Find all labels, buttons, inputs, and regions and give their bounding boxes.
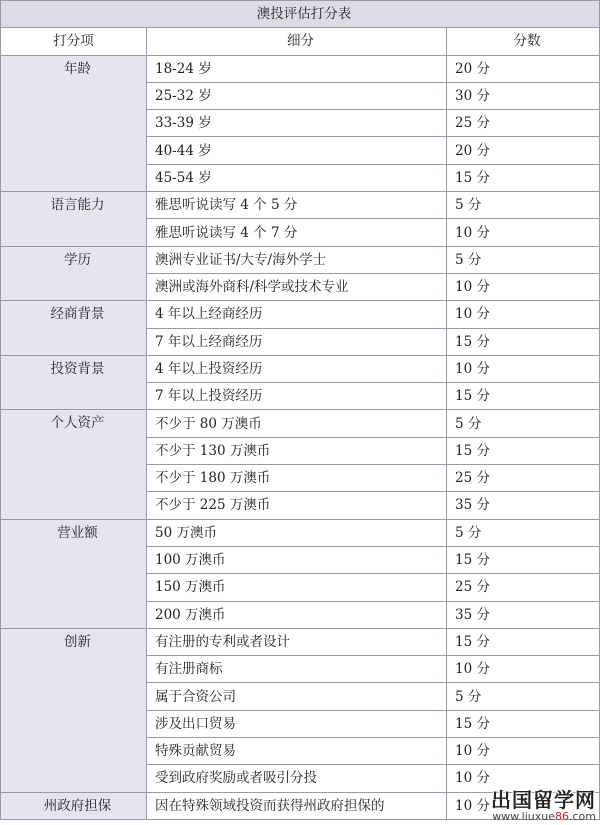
detail-cell: 有注册商标 — [147, 656, 447, 683]
score-cell: 5 分 — [447, 683, 600, 710]
detail-cell: 25-32 岁 — [147, 82, 447, 109]
detail-cell: 不少于 80 万澳币 — [147, 410, 447, 437]
title-row — [1, 1, 600, 28]
detail-cell: 雅思听说读写 4 个 7 分 — [147, 219, 447, 246]
watermark-logo-text: 出国留学网 — [491, 788, 596, 812]
detail-cell: 特殊贡献贸易 — [147, 738, 447, 765]
detail-cell: 受到政府奖励或者吸引分投 — [147, 765, 447, 792]
score-cell: 25 分 — [447, 110, 600, 137]
score-cell: 15 分 — [447, 328, 600, 355]
detail-cell: 不少于 180 万澳币 — [147, 465, 447, 492]
watermark-url — [491, 811, 596, 823]
detail-cell: 40-44 岁 — [147, 137, 447, 164]
score-cell: 15 分 — [447, 546, 600, 573]
table-title: 澳投评估打分表 — [1, 1, 600, 28]
score-cell: 10 分 — [447, 738, 600, 765]
table-body — [1, 55, 600, 819]
header-category: 打分项 — [1, 28, 147, 55]
score-cell: 10 分 — [447, 355, 600, 382]
detail-cell: 属于合资公司 — [147, 683, 447, 710]
score-cell: 5 分 — [447, 192, 600, 219]
score-cell: 10 分 — [447, 656, 600, 683]
detail-cell: 4 年以上经商经历 — [147, 301, 447, 328]
score-cell: 10 分 — [447, 792, 600, 819]
detail-cell: 雅思听说读写 4 个 5 分 — [147, 192, 447, 219]
detail-cell: 18-24 岁 — [147, 55, 447, 82]
detail-cell: 因在特殊领域投资而获得州政府担保的 — [147, 792, 447, 819]
detail-cell: 不少于 225 万澳币 — [147, 492, 447, 519]
score-cell: 25 分 — [447, 465, 600, 492]
score-cell: 10 分 — [447, 765, 600, 792]
score-cell: 15 分 — [447, 383, 600, 410]
category-cell: 投资背景 — [1, 355, 147, 410]
score-cell: 35 分 — [447, 492, 600, 519]
watermark-url-prefix: www.liuxue — [492, 810, 555, 823]
watermark-url-accent: 86 — [555, 810, 569, 823]
detail-cell: 涉及出口贸易 — [147, 710, 447, 737]
category-cell: 营业额 — [1, 519, 147, 628]
category-cell: 州政府担保 — [1, 792, 147, 819]
table-row — [1, 355, 600, 382]
score-cell: 30 分 — [447, 82, 600, 109]
header-row — [1, 28, 600, 55]
score-cell: 15 分 — [447, 437, 600, 464]
table-row — [1, 246, 600, 273]
score-cell: 5 分 — [447, 519, 600, 546]
table-row — [1, 192, 600, 219]
category-cell: 语言能力 — [1, 192, 147, 247]
detail-cell: 45-54 岁 — [147, 164, 447, 191]
category-cell: 年龄 — [1, 55, 147, 191]
score-cell: 20 分 — [447, 55, 600, 82]
detail-cell: 33-39 岁 — [147, 110, 447, 137]
table-row — [1, 301, 600, 328]
score-cell: 15 分 — [447, 628, 600, 655]
category-cell: 个人资产 — [1, 410, 147, 519]
score-cell: 15 分 — [447, 164, 600, 191]
detail-cell: 不少于 130 万澳币 — [147, 437, 447, 464]
detail-cell: 有注册的专利或者设计 — [147, 628, 447, 655]
table-row — [1, 628, 600, 655]
score-cell: 25 分 — [447, 574, 600, 601]
category-cell: 经商背景 — [1, 301, 147, 356]
detail-cell: 澳洲专业证书/大专/海外学士 — [147, 246, 447, 273]
header-detail: 细分 — [147, 28, 447, 55]
detail-cell: 200 万澳币 — [147, 601, 447, 628]
detail-cell: 50 万澳币 — [147, 519, 447, 546]
score-cell: 5 分 — [447, 410, 600, 437]
table-row — [1, 55, 600, 82]
score-cell: 20 分 — [447, 137, 600, 164]
table-row — [1, 519, 600, 546]
detail-cell: 7 年以上经商经历 — [147, 328, 447, 355]
detail-cell: 7 年以上投资经历 — [147, 383, 447, 410]
watermark-url-suffix: .com — [569, 810, 596, 823]
detail-cell: 澳洲或海外商科/科学或技术专业 — [147, 273, 447, 300]
table-row — [1, 410, 600, 437]
score-cell: 35 分 — [447, 601, 600, 628]
category-cell: 学历 — [1, 246, 147, 301]
site-watermark — [491, 789, 596, 823]
header-score: 分数 — [447, 28, 600, 55]
score-cell: 10 分 — [447, 273, 600, 300]
detail-cell: 100 万澳币 — [147, 546, 447, 573]
category-cell: 创新 — [1, 628, 147, 792]
detail-cell: 150 万澳币 — [147, 574, 447, 601]
score-cell: 15 分 — [447, 710, 600, 737]
score-cell: 10 分 — [447, 219, 600, 246]
detail-cell: 4 年以上投资经历 — [147, 355, 447, 382]
score-cell: 10 分 — [447, 301, 600, 328]
score-cell: 5 分 — [447, 246, 600, 273]
